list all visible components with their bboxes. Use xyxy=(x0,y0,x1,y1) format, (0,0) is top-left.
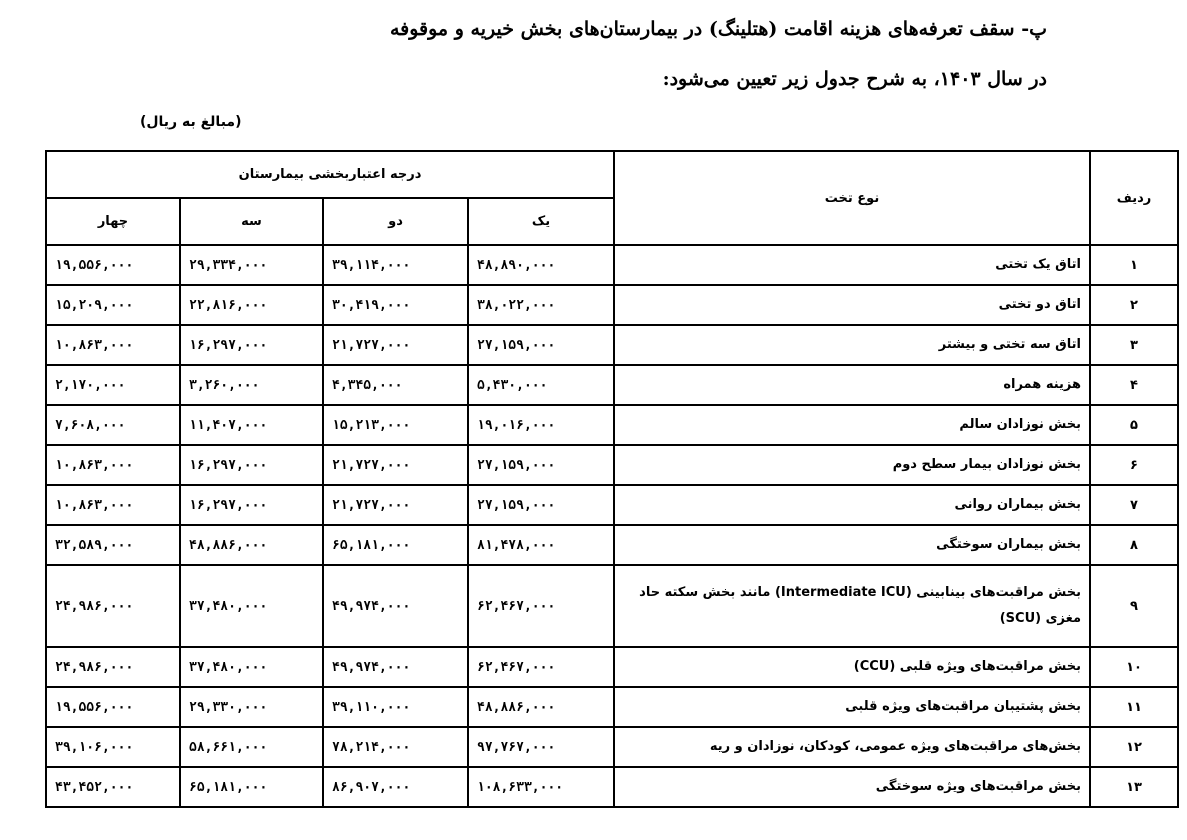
grade-1-value: ۹۷,۷۶۷,۰۰۰ xyxy=(468,727,614,767)
header-grade-4: چهار xyxy=(46,198,180,245)
grade-4-value: ۲,۱۷۰,۰۰۰ xyxy=(46,365,180,405)
row-number: ۱ xyxy=(1090,245,1178,285)
grade-3-value: ۴۸,۸۸۶,۰۰۰ xyxy=(180,525,323,565)
grade-4-value: ۳۹,۱۰۶,۰۰۰ xyxy=(46,727,180,767)
row-number: ۷ xyxy=(1090,485,1178,525)
grade-2-value: ۲۱,۷۲۷,۰۰۰ xyxy=(323,485,468,525)
header-accreditation-grade: درجه اعتباربخشی بیمارستان xyxy=(46,151,614,198)
grade-1-value: ۶۲,۴۶۷,۰۰۰ xyxy=(468,647,614,687)
grade-1-value: ۲۷,۱۵۹,۰۰۰ xyxy=(468,445,614,485)
grade-3-value: ۶۵,۱۸۱,۰۰۰ xyxy=(180,767,323,807)
grade-1-value: ۸۱,۴۷۸,۰۰۰ xyxy=(468,525,614,565)
row-number: ۴ xyxy=(1090,365,1178,405)
grade-3-value: ۳۷,۴۸۰,۰۰۰ xyxy=(180,647,323,687)
grade-1-value: ۴۸,۸۹۰,۰۰۰ xyxy=(468,245,614,285)
grade-4-value: ۳۲,۵۸۹,۰۰۰ xyxy=(46,525,180,565)
grade-4-value: ۲۴,۹۸۶,۰۰۰ xyxy=(46,647,180,687)
grade-3-value: ۳۷,۴۸۰,۰۰۰ xyxy=(180,565,323,647)
grade-4-value: ۱۰,۸۶۳,۰۰۰ xyxy=(46,445,180,485)
bed-type: بخش مراقبت‌های بینابینی (Intermediate ICU) مانند بخش سکته حاد مغزی (SCU) xyxy=(614,565,1090,647)
grade-2-value: ۱۵,۲۱۳,۰۰۰ xyxy=(323,405,468,445)
bed-type: بخش‌های مراقبت‌های ویژه عمومی، کودکان، نوزادان و ریه xyxy=(614,727,1090,767)
header-grade-3: سه xyxy=(180,198,323,245)
table-row xyxy=(46,767,1178,807)
heading-line-1: پ- سقف تعرفه‌های هزینه اقامت (هتلینگ) در بیمارستان‌های بخش خیریه و موقوفه xyxy=(389,18,1047,40)
table-row xyxy=(46,285,1178,325)
row-number: ۲ xyxy=(1090,285,1178,325)
row-number: ۱۱ xyxy=(1090,687,1178,727)
bed-type: اتاق دو تختی xyxy=(614,285,1090,325)
row-number: ۸ xyxy=(1090,525,1178,565)
grade-4-value: ۱۰,۸۶۳,۰۰۰ xyxy=(46,485,180,525)
bed-type: بخش پشتیبان مراقبت‌های ویژه قلبی xyxy=(614,687,1090,727)
grade-4-value: ۷,۶۰۸,۰۰۰ xyxy=(46,405,180,445)
grade-1-value: ۲۷,۱۵۹,۰۰۰ xyxy=(468,485,614,525)
row-number: ۳ xyxy=(1090,325,1178,365)
grade-3-value: ۱۶,۲۹۷,۰۰۰ xyxy=(180,485,323,525)
table-row xyxy=(46,405,1178,445)
grade-1-value: ۵,۴۳۰,۰۰۰ xyxy=(468,365,614,405)
grade-3-value: ۵۸,۶۶۱,۰۰۰ xyxy=(180,727,323,767)
grade-4-value: ۱۹,۵۵۶,۰۰۰ xyxy=(46,245,180,285)
grade-4-value: ۴۳,۴۵۲,۰۰۰ xyxy=(46,767,180,807)
table-row xyxy=(46,647,1178,687)
bed-type: بخش بیماران سوختگی xyxy=(614,525,1090,565)
grade-3-value: ۳,۲۶۰,۰۰۰ xyxy=(180,365,323,405)
grade-4-value: ۲۴,۹۸۶,۰۰۰ xyxy=(46,565,180,647)
grade-2-value: ۸۶,۹۰۷,۰۰۰ xyxy=(323,767,468,807)
grade-1-value: ۴۸,۸۸۶,۰۰۰ xyxy=(468,687,614,727)
grade-2-value: ۷۸,۲۱۴,۰۰۰ xyxy=(323,727,468,767)
table-row xyxy=(46,525,1178,565)
bed-type: بخش بیماران روانی xyxy=(614,485,1090,525)
grade-4-value: ۱۹,۵۵۶,۰۰۰ xyxy=(46,687,180,727)
grade-3-value: ۱۶,۲۹۷,۰۰۰ xyxy=(180,445,323,485)
bed-type: اتاق سه تختی و بیشتر xyxy=(614,325,1090,365)
bed-type: بخش نوزادان سالم xyxy=(614,405,1090,445)
header-grade-2: دو xyxy=(323,198,468,245)
table-row xyxy=(46,485,1178,525)
grade-1-value: ۶۲,۴۶۷,۰۰۰ xyxy=(468,565,614,647)
table-row xyxy=(46,245,1178,285)
row-number: ۱۳ xyxy=(1090,767,1178,807)
tariff-table xyxy=(45,150,1179,808)
grade-2-value: ۳۰,۴۱۹,۰۰۰ xyxy=(323,285,468,325)
grade-1-value: ۱۰۸,۶۳۳,۰۰۰ xyxy=(468,767,614,807)
unit-note: (مبالغ به ریال) xyxy=(140,114,242,130)
grade-2-value: ۴۹,۹۷۴,۰۰۰ xyxy=(323,647,468,687)
bed-type: هزینه همراه xyxy=(614,365,1090,405)
grade-2-value: ۳۹,۱۱۴,۰۰۰ xyxy=(323,245,468,285)
grade-4-value: ۱۰,۸۶۳,۰۰۰ xyxy=(46,325,180,365)
header-grade-1: یک xyxy=(468,198,614,245)
grade-1-value: ۱۹,۰۱۶,۰۰۰ xyxy=(468,405,614,445)
heading-line-2: در سال ۱۴۰۳، به شرح جدول زیر تعیین می‌شود: xyxy=(662,68,1047,90)
grade-2-value: ۳۹,۱۱۰,۰۰۰ xyxy=(323,687,468,727)
header-bed-type: نوع تخت xyxy=(614,151,1090,245)
bed-type: بخش نوزادان بیمار سطح دوم xyxy=(614,445,1090,485)
bed-type: بخش مراقبت‌های ویژه سوختگی xyxy=(614,767,1090,807)
grade-2-value: ۴,۳۴۵,۰۰۰ xyxy=(323,365,468,405)
row-number: ۹ xyxy=(1090,565,1178,647)
grade-2-value: ۶۵,۱۸۱,۰۰۰ xyxy=(323,525,468,565)
grade-4-value: ۱۵,۲۰۹,۰۰۰ xyxy=(46,285,180,325)
header-radif: ردیف xyxy=(1090,151,1178,245)
table-row xyxy=(46,365,1178,405)
bed-type: اتاق یک تختی xyxy=(614,245,1090,285)
row-number: ۱۲ xyxy=(1090,727,1178,767)
bed-type: بخش مراقبت‌های ویژه قلبی (CCU) xyxy=(614,647,1090,687)
grade-3-value: ۲۹,۳۳۴,۰۰۰ xyxy=(180,245,323,285)
grade-3-value: ۲۲,۸۱۶,۰۰۰ xyxy=(180,285,323,325)
grade-1-value: ۳۸,۰۲۲,۰۰۰ xyxy=(468,285,614,325)
row-number: ۶ xyxy=(1090,445,1178,485)
grade-2-value: ۲۱,۷۲۷,۰۰۰ xyxy=(323,325,468,365)
grade-2-value: ۴۹,۹۷۴,۰۰۰ xyxy=(323,565,468,647)
grade-1-value: ۲۷,۱۵۹,۰۰۰ xyxy=(468,325,614,365)
table-row xyxy=(46,727,1178,767)
table-row xyxy=(46,687,1178,727)
grade-3-value: ۱۱,۴۰۷,۰۰۰ xyxy=(180,405,323,445)
row-number: ۵ xyxy=(1090,405,1178,445)
grade-2-value: ۲۱,۷۲۷,۰۰۰ xyxy=(323,445,468,485)
grade-3-value: ۱۶,۲۹۷,۰۰۰ xyxy=(180,325,323,365)
table-row xyxy=(46,565,1178,647)
grade-3-value: ۲۹,۳۳۰,۰۰۰ xyxy=(180,687,323,727)
table-row xyxy=(46,445,1178,485)
row-number: ۱۰ xyxy=(1090,647,1178,687)
table-row xyxy=(46,325,1178,365)
